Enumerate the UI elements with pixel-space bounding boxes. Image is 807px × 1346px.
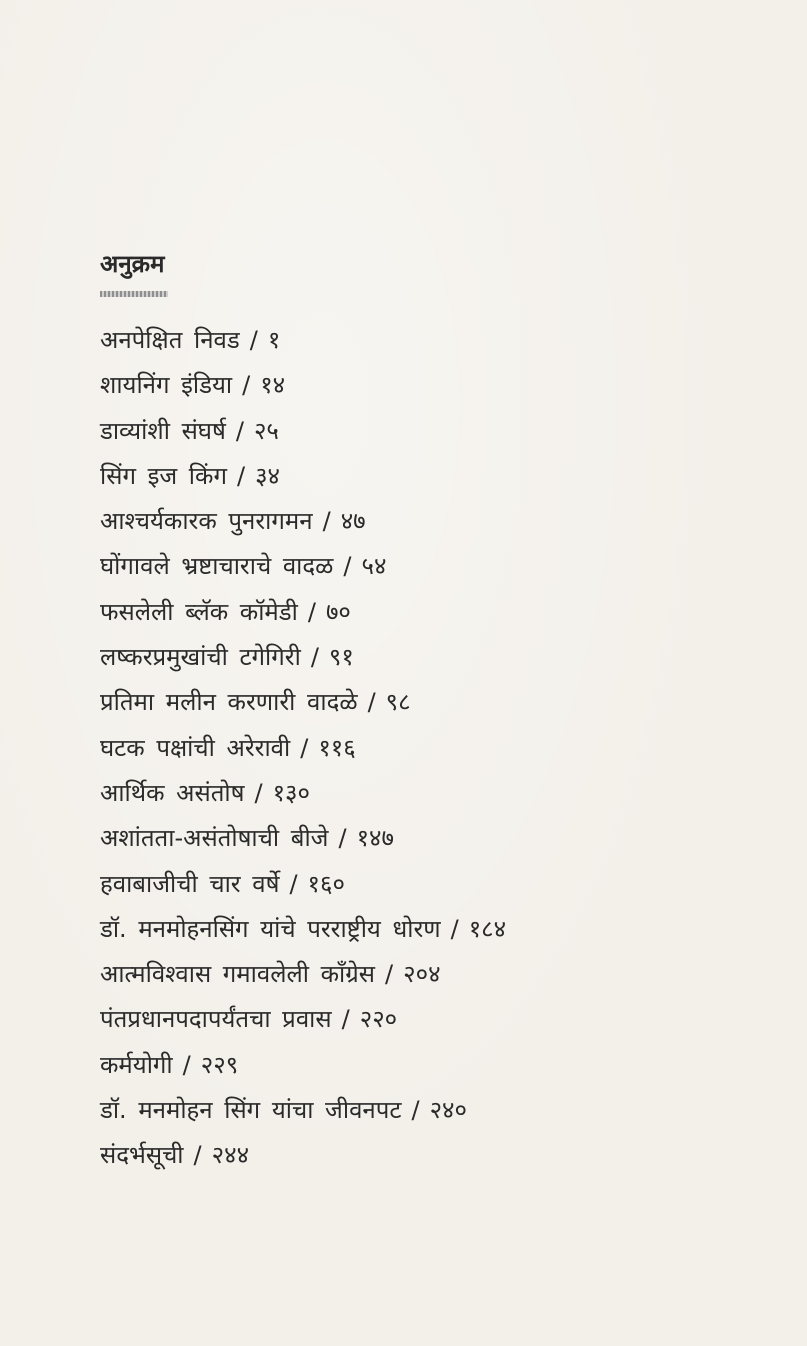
entry-page-number: ४७ <box>340 507 366 536</box>
heading-underline <box>100 291 168 297</box>
toc-entry <box>100 771 506 816</box>
entry-title: डॉ. मनमोहन सिंग यांचा जीवनपट <box>100 1096 402 1125</box>
entry-separator: / <box>341 1005 350 1034</box>
entry-page-number: २२० <box>359 1005 398 1034</box>
entry-title: अनपेक्षित निवड <box>100 326 240 354</box>
entry-page-number: ९१ <box>328 643 354 672</box>
toc-entry <box>100 907 506 952</box>
table-of-contents <box>100 318 506 1179</box>
entry-title: आर्थिक असंतोष <box>100 778 245 807</box>
entry-page-number: २४० <box>429 1096 468 1125</box>
entry-page-number: २२९ <box>200 1050 239 1079</box>
entry-title: हवाबाजीची चार वर्षे <box>100 869 280 898</box>
entry-page-number: १ <box>267 326 281 354</box>
entry-title: घोंगावले भ्रष्टाचाराचे वादळ <box>100 552 334 581</box>
toc-entry <box>100 680 506 725</box>
entry-page-number: ११६ <box>318 733 356 762</box>
entry-separator: / <box>307 597 316 626</box>
entry-page-number: ७० <box>325 597 351 626</box>
entry-separator: / <box>367 688 376 717</box>
toc-entry <box>100 318 506 363</box>
toc-entry <box>100 1088 506 1133</box>
entry-page-number: १६० <box>307 869 345 898</box>
toc-entry <box>100 590 506 635</box>
entry-separator: / <box>310 643 319 672</box>
toc-entry <box>100 499 506 544</box>
entry-separator: / <box>236 461 246 490</box>
entry-title: घटक पक्षांची अरेरावी <box>100 733 291 762</box>
entry-title: संदर्भसूची <box>100 1141 184 1170</box>
entry-separator: / <box>242 371 251 400</box>
toc-entry <box>100 635 506 680</box>
toc-entry <box>100 816 506 861</box>
entry-separator: / <box>411 1096 420 1125</box>
toc-entry <box>100 997 506 1042</box>
entry-title: फसलेली ब्लॅक कॉमेडी <box>100 597 298 626</box>
entry-page-number: २४४ <box>211 1141 250 1170</box>
entry-title: शायनिंग इंडिया <box>100 371 233 400</box>
entry-page-number: १३० <box>272 778 311 807</box>
entry-separator: / <box>193 1141 202 1170</box>
entry-title: लष्करप्रमुखांची टगेगिरी <box>100 643 301 672</box>
entry-separator: / <box>450 914 459 943</box>
toc-entry <box>100 726 506 771</box>
entry-page-number: ३४ <box>255 461 281 490</box>
entry-page-number: ९८ <box>385 688 411 717</box>
entry-title: अशांतता-असंतोषाची बीजे <box>100 824 329 853</box>
toc-entry <box>100 862 506 907</box>
toc-entry <box>100 1043 506 1088</box>
entry-separator: / <box>254 778 263 807</box>
entry-separator: / <box>300 733 309 762</box>
contents-heading: अनुक्रम <box>100 250 165 278</box>
entry-page-number: १४ <box>260 371 286 400</box>
entry-page-number: २५ <box>253 416 279 445</box>
entry-separator: / <box>343 552 352 581</box>
entry-page-number: १८४ <box>468 914 507 943</box>
entry-page-number: २०४ <box>403 960 441 989</box>
toc-entry <box>100 409 506 454</box>
entry-separator: / <box>235 416 244 445</box>
entry-title: डाव्यांशी संघर्ष <box>100 416 226 445</box>
entry-title: डॉ. मनमोहनसिंग यांचे परराष्ट्रीय धोरण <box>100 914 441 943</box>
toc-entry <box>100 363 506 408</box>
entry-page-number: ५४ <box>361 552 387 581</box>
entry-separator: / <box>385 960 394 989</box>
entry-title: पंतप्रधानपदापर्यंतचा प्रवास <box>100 1005 332 1034</box>
entry-title: कर्मयोगी <box>100 1050 173 1079</box>
entry-title: आश्चर्यकारक पुनरागमन <box>100 507 313 536</box>
entry-title: सिंग इज किंग <box>100 461 227 490</box>
toc-entry <box>100 952 506 997</box>
entry-page-number: १४७ <box>356 824 395 853</box>
entry-title: आत्मविश्वास गमावलेली काँग्रेस <box>100 960 376 989</box>
entry-separator: / <box>338 824 347 853</box>
entry-title: प्रतिमा मलीन करणारी वादळे <box>100 688 358 717</box>
toc-entry <box>100 544 506 589</box>
toc-entry <box>100 454 506 499</box>
entry-separator: / <box>249 326 258 354</box>
entry-separator: / <box>182 1050 191 1079</box>
entry-separator: / <box>322 507 331 536</box>
entry-separator: / <box>289 869 298 898</box>
toc-entry <box>100 1133 506 1178</box>
